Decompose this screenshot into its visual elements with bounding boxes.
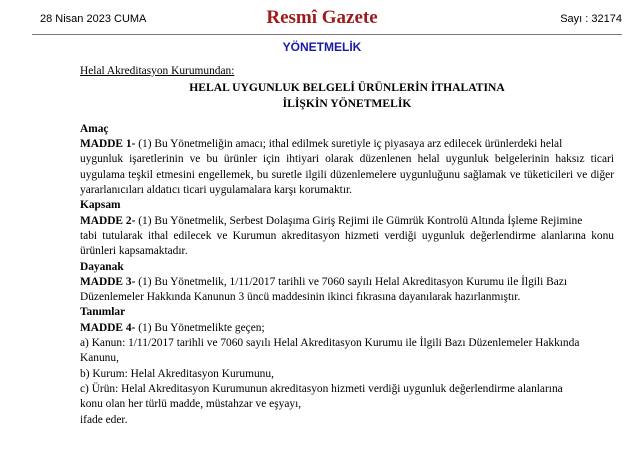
gazette-header bbox=[0, 0, 644, 36]
definition-a: a) Kanun: 1/11/2017 tarihli ve 7060 sayılı Helal Akreditasyon Kurumu ile İlgili Bazı Düzenlemeler Hakkında bbox=[80, 337, 580, 350]
article-1-first-line bbox=[80, 137, 614, 152]
definition-b: b) Kurum: Helal Akreditasyon Kurumunu, bbox=[80, 367, 274, 380]
definition-a-continuation: Kanunu, bbox=[80, 352, 119, 365]
regulation-body bbox=[80, 64, 614, 428]
section-title: YÖNETMELİK bbox=[282, 40, 362, 54]
article-4-text: (1) Bu Yönetmelikte geçen; bbox=[135, 321, 265, 334]
issue-date: 28 Nisan 2023 CUMA bbox=[40, 13, 147, 25]
article-4-lead: MADDE 4- bbox=[80, 321, 136, 334]
article-3-heading: Dayanak bbox=[80, 260, 124, 273]
masthead-title: Resmî Gazete bbox=[266, 7, 378, 28]
definition-c-continuation: konu olan her türlü madde, müstahzar ve eşyayı, bbox=[80, 398, 302, 411]
regulation-title-line-1: HELAL UYGUNLUK BELGELİ ÜRÜNLERİN İTHALATINA bbox=[189, 81, 505, 95]
article-1-continuation: uygunluk işaretlerinin ve bu ürünler için ihtiyari olarak düzenlenen helal uygunluk belgelerinin haksız ticari uygulama teşkil etmesini engellemek, bu suretle ilgili düzenlemelere uygunluğunu sağlamak ve tüketicileri ve diğer yararlanıcıları aldatıcı ticari uygulamalara karşı korumaktır. bbox=[80, 153, 614, 197]
definition-tail: ifade eder. bbox=[80, 413, 128, 426]
issue-number: Sayı : 32174 bbox=[560, 13, 622, 25]
article-3-text: (1) Bu Yönetmelik, 1/11/2017 tarihli ve 7060 sayılı Helal Akreditasyon Kurumu ile İlgili Bazı bbox=[135, 275, 567, 288]
article-2-first-line bbox=[80, 214, 614, 229]
article-2-continuation: tabi tutularak ithal edilecek ve Kurumun akreditasyon hizmeti verdiği uygunluk değerlendirme alanlarına konu ürünleri kapsamaktadır. bbox=[80, 229, 614, 258]
header-divider bbox=[32, 34, 622, 35]
regulation-title-line-2: İLİŞKİN YÖNETMELİK bbox=[282, 96, 412, 110]
article-4-first-line bbox=[80, 321, 614, 336]
definition-c: c) Ürün: Helal Akreditasyon Kurumunun akreditasyon hizmeti verdiği uygunluk değerlendirme alanlarına bbox=[80, 382, 563, 395]
article-2-lead: MADDE 2- bbox=[80, 214, 136, 227]
article-1-text: (1) Bu Yönetmeliğin amacı; ithal edilmek suretiyle iç piyasaya arz edilecek ürünlerdeki helal bbox=[135, 138, 563, 151]
article-3-lead: MADDE 3- bbox=[80, 275, 136, 288]
article-2-text: (1) Bu Yönetmelik, Serbest Dolaşıma Giriş Rejimi ile Gümrük Kontrolü Altında İşleme Rejimine bbox=[135, 214, 583, 227]
article-1-heading: Amaç bbox=[80, 122, 109, 135]
article-4-heading: Tanımlar bbox=[80, 306, 126, 319]
article-3-first-line bbox=[80, 275, 614, 290]
issuer-line: Helal Akreditasyon Kurumundan: bbox=[80, 65, 235, 77]
article-2-heading: Kapsam bbox=[80, 199, 121, 212]
article-1-lead: MADDE 1- bbox=[80, 138, 136, 151]
article-3-continuation: Düzenlemeler Hakkında Kanunun 3 üncü maddesinin ikinci fıkrasına dayanılarak hazırlanmıştır. bbox=[80, 291, 521, 304]
